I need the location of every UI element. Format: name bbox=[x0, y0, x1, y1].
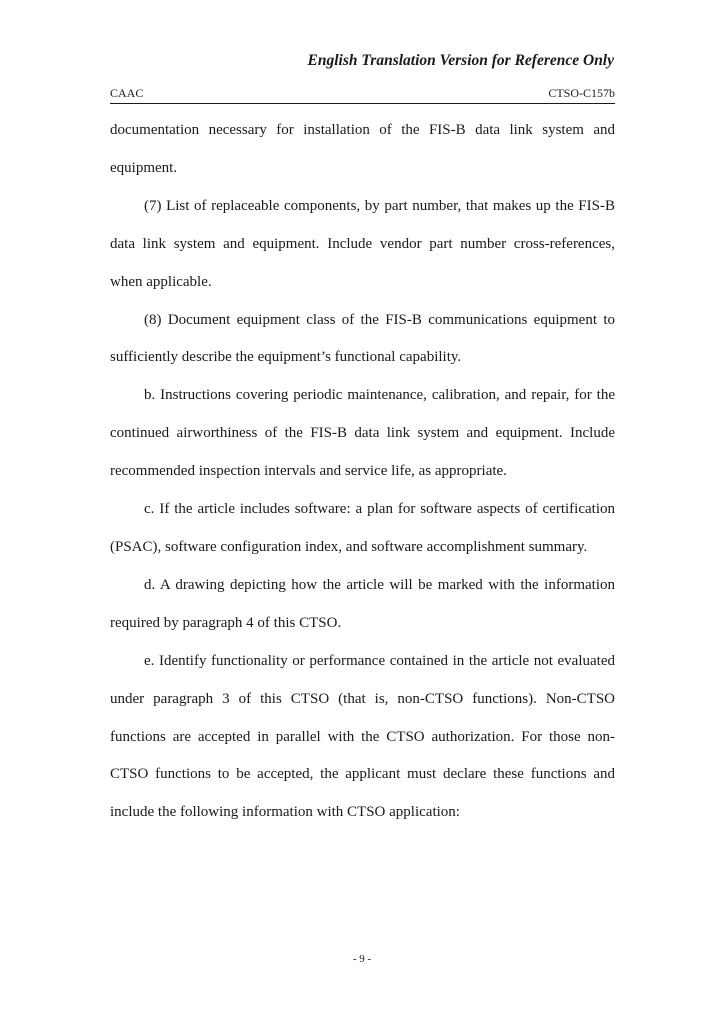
paragraph-item-7: (7) List of replaceable components, by part number, that makes up the FIS-B data link system and equipment. Include vendor part number cross-references, when applicable. bbox=[110, 197, 615, 290]
paragraph-item-b: b. Instructions covering periodic maintenance, calibration, and repair, for the continued airworthiness of the FIS-B data link system and equipment. Include recommended inspection intervals and service life, as appropriate. bbox=[110, 387, 615, 480]
translation-banner: English Translation Version for Reference Only bbox=[307, 52, 614, 69]
paragraph-item-e: e. Identify functionality or performance contained in the article not evaluated under paragraph 3 of this CTSO (that is, non-CTSO functions). Non-CTSO functions are accepted in parallel with the CTSO authorization. For those non-CTSO functions to be accepted, the applicant must declare these functions and include the following information with CTSO application: bbox=[110, 652, 615, 821]
paragraph-item-c: c. If the article includes software: a plan for software aspects of certification (PSAC), software configuration index, and software accomplishment summary. bbox=[110, 501, 615, 555]
paragraph-continuation: documentation necessary for installation of the FIS-B data link system and equipment. bbox=[110, 122, 615, 176]
page-number: - 9 - bbox=[352, 953, 372, 965]
header-document-id: CTSO-C157b bbox=[548, 86, 615, 100]
paragraph-item-8: (8) Document equipment class of the FIS-B communications equipment to sufficiently describe the equipment’s functional capability. bbox=[110, 311, 615, 366]
header-organization: CAAC bbox=[110, 86, 144, 100]
body-text bbox=[110, 112, 615, 832]
paragraph-item-d: d. A drawing depicting how the article will be marked with the information required by paragraph 4 of this CTSO. bbox=[110, 576, 615, 631]
running-header bbox=[110, 86, 615, 104]
